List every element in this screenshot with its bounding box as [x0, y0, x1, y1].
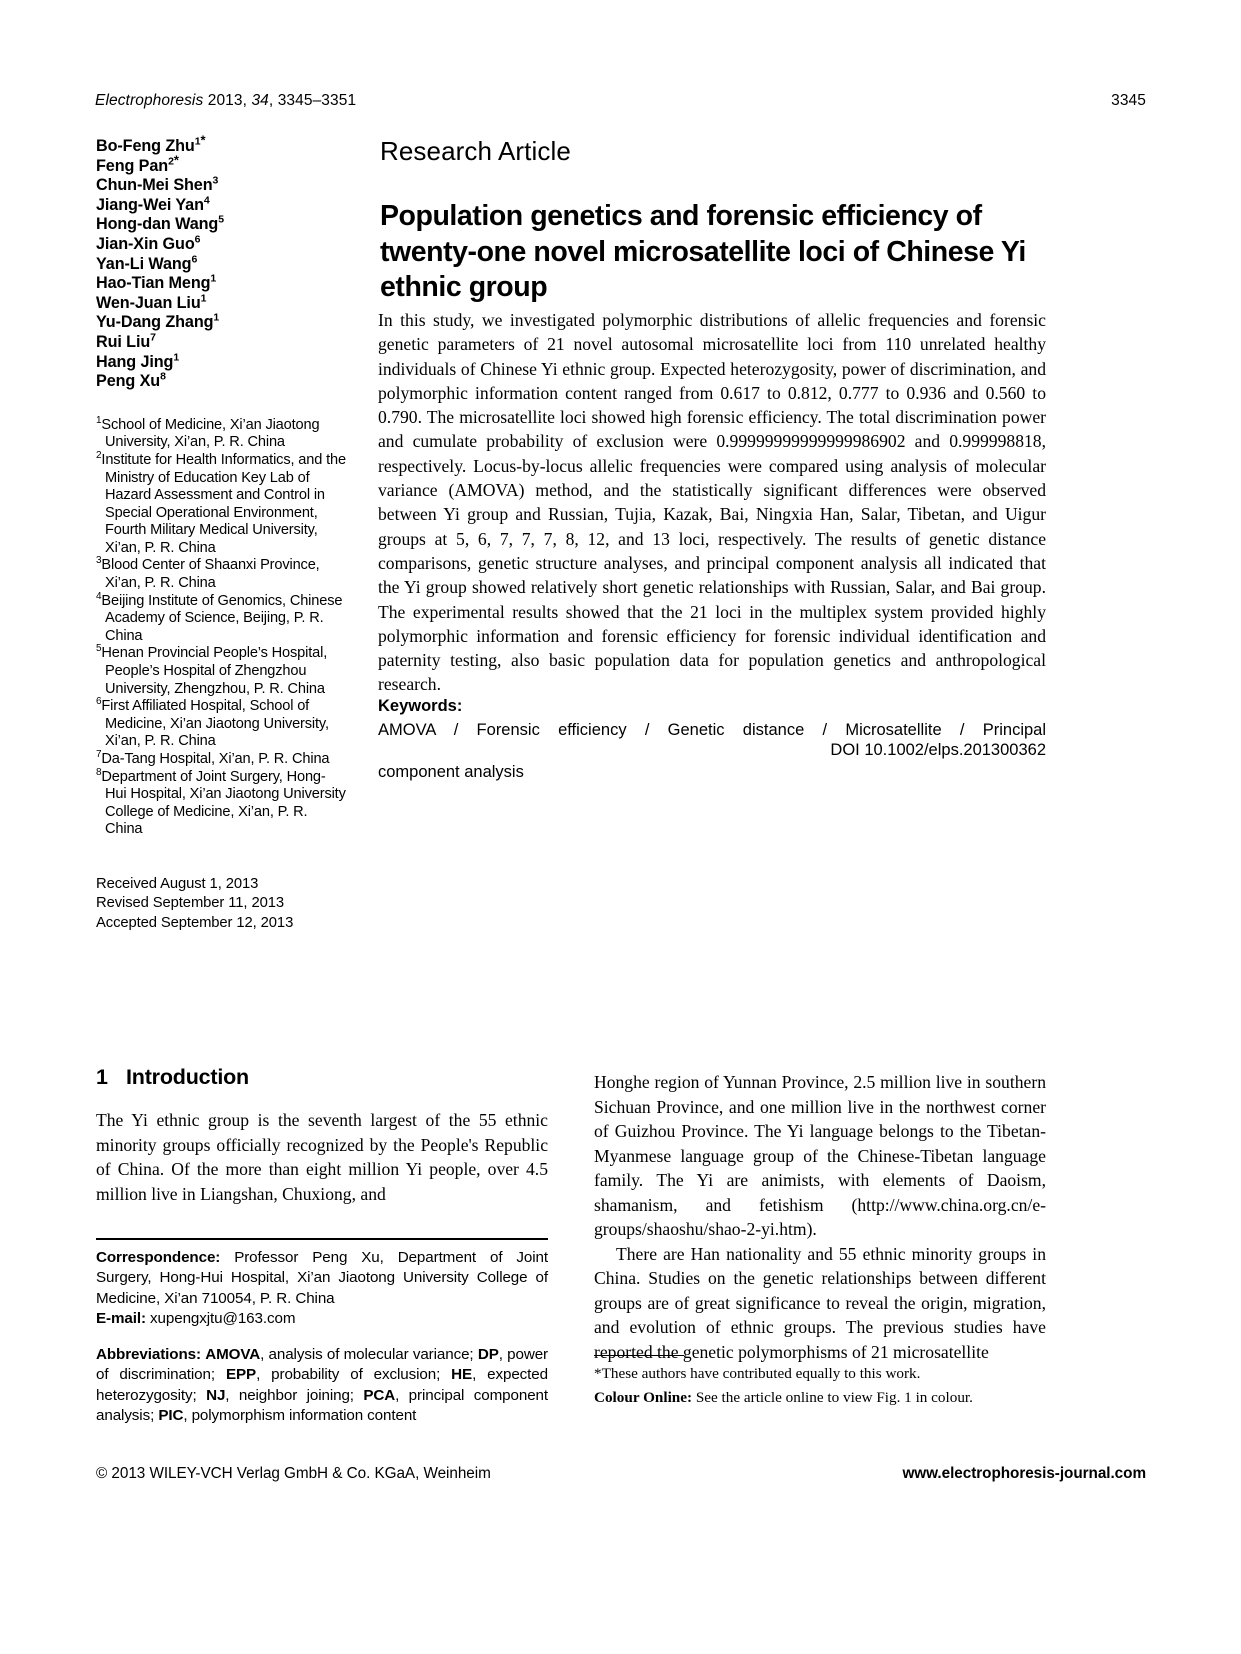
abbreviation-term: PIC — [158, 1407, 184, 1425]
running-head-citation — [95, 92, 356, 110]
colour-online-note — [594, 1386, 1046, 1410]
affiliation-item: $^4$Beijing Institute of Genomics, Chinese Academy of Science, Beijing, P. R. China — [96, 590, 343, 644]
abbreviation-term: EPP — [225, 1366, 257, 1384]
introduction-paragraph-2: There are Han nationality and 55 ethnic minority groups in China. Studies on the genetic relationships between different groups are of great significance to reveal the origin, migration, and evolution of ethnic groups. The previous studies have reported the genetic polymorphisms of 21 microsatellite — [594, 1243, 1046, 1362]
footnote-rule-left — [96, 1238, 548, 1240]
colour-online-label: Colour Online: — [594, 1389, 693, 1406]
abbreviations-text: AMOVA, analysis of molecular variance; DP, power of discrimination; EPP, probability of exclusion; HE, expected heterozygosity; NJ, neighbor joining; PCA, principal component analysis; PIC, polymorphism information content — [96, 1346, 549, 1425]
keywords-line-2: component analysis — [378, 763, 524, 781]
page-footer — [96, 1465, 1146, 1483]
affiliation-number: 8 — [96, 766, 102, 778]
section-number: 1 — [96, 1065, 108, 1089]
affiliation-number: 6 — [96, 696, 102, 708]
section-heading-introduction — [96, 1065, 551, 1090]
date-revised: Revised September 11, 2013 — [96, 895, 284, 912]
author-name: Jiang-Wei Yan$^4$ — [96, 194, 210, 214]
author-name: Chun-Mei Shen$^3$ — [96, 174, 219, 195]
running-head-year: 2013, — [203, 92, 252, 109]
keywords-line-1: AMOVA / Forensic efficiency / Genetic distance / Microsatellite / Principal — [378, 721, 1046, 739]
affiliation-list — [96, 414, 346, 839]
date-accepted: Accepted September 12, 2013 — [96, 914, 294, 931]
abbreviation-term: NJ — [206, 1386, 226, 1404]
affiliation-item: $^7$Da-Tang Hospital, Xi’an, P. R. China — [96, 749, 330, 767]
affiliation-number: 1 — [96, 414, 102, 426]
affiliation-item: $^1$School of Medicine, Xi’an Jiaotong University, Xi’an, P. R. China — [96, 414, 320, 451]
copyright-notice: © 2013 WILEY-VCH Verlag GmbH & Co. KGaA, Weinheim — [96, 1465, 491, 1482]
journal-website[interactable]: www.electrophoresis-journal.com — [902, 1465, 1146, 1482]
colour-online-text: See the article online to view Fig. 1 in colour. — [692, 1389, 973, 1406]
section-title: Introduction — [126, 1065, 249, 1089]
running-head-pages: , 3345–3351 — [268, 92, 357, 109]
page-title: Population genetics and forensic efficiency of twenty-one novel microsatellite loci of Chinese Yi ethnic group — [380, 200, 1026, 304]
author-affiliation-marker: 7 — [150, 331, 156, 344]
author-affiliation-marker: 1 — [194, 135, 201, 148]
author-affiliation-marker: 1 — [200, 292, 207, 305]
left-column — [96, 132, 346, 933]
author-affiliation-marker: 1 — [173, 351, 180, 364]
journal-name: Electrophoresis — [95, 92, 204, 109]
abbreviation-term: AMOVA — [205, 1346, 261, 1363]
abstract-text: In this study, we investigated polymorphic distributions of allelic frequencies and forensic genetic parameters of 21 novel autosomal microsatellite loci from 110 unrelated healthy individuals of Chinese Yi ethnic group. Expected heterozygosity, power of discrimination, and polymorphic information content ranged from 0.617 to 0.812, 0.777 to 0.936 and 0.560 to 0.790. The microsatellite loci showed high forensic efficiency. The total discrimination power and cumulate probability of exclusion were 0.99999999999999986902 and 0.999998818, respectively. Locus-by-locus allelic frequencies were compared using analysis of molecular variance (AMOVA) method, and the statistically significant differences were observed between Yi group and Russian, Tujia, Kazak, Bai, Ningxia Han, Salar, Tibetan, and Uigur groups at 5, 6, 7, 7, 7, 8, 12, and 13 loci, respectively. The results of genetic distance comparisons, genetic structure analyses, and principal component analysis all indicated that the Yi group showed relatively short genetic relationships with Russian, Salar, and Bai group. The experimental results showed that the 21 loci in the multiplex system provided highly polymorphic information and forensic efficiency for forensic individual identification and paternity testing, also basic population data for population genetics and anthropological research. — [378, 310, 1046, 695]
author-name: Hao-Tian Meng$^1$ — [96, 272, 217, 293]
author-affiliation-marker: 6 — [191, 253, 198, 266]
abbreviations-label: Abbreviations: — [96, 1346, 201, 1363]
affiliation-number: 4 — [96, 590, 102, 602]
running-head-volume: 34 — [251, 92, 269, 109]
introduction-right-column — [594, 1070, 1046, 1364]
article-type: Research Article — [380, 136, 571, 166]
author-affiliation-marker: 3 — [212, 174, 219, 187]
author-name: Hang Jing$^1$ — [96, 351, 180, 371]
keywords-label: Keywords: — [378, 697, 463, 715]
doi-text: DOI 10.1002/elps.201300362 — [830, 741, 1046, 759]
affiliation-item: $^6$First Affiliated Hospital, School of Medicine, Xi’an Jiaotong University, Xi’an, P. R. China — [96, 696, 329, 750]
introduction-paragraph-1: Honghe region of Yunnan Province, 2.5 million live in southern Sichuan Province, and one million live in the northwest corner of Guizhou Province. The Yi language belongs to the Tibetan-Myanmese language group of the Chinese-Tibetan language family. The Yi are animists, with elements of Daoism, shamanism, and fetishism (http://www.china.org.cn/e-groups/shaoshu/shao-2-yi.htm). — [594, 1072, 1046, 1239]
author-name: Rui Liu$^7$ — [96, 331, 156, 351]
author-affiliation-marker: 2 — [168, 155, 174, 168]
running-head — [95, 92, 1146, 110]
abbreviations-note — [96, 1345, 548, 1427]
footnote-rule-right — [594, 1355, 684, 1356]
equal-contribution-note: *These authors have contributed equally to this work. — [594, 1365, 921, 1382]
introduction-left-column: The Yi ethnic group is the seventh largest of the 55 ethnic minority groups officially recognized by the People's Republic of China. Of the more than eight million Yi people, over 4.5 million live in Liangshan, Chuxiong, and — [96, 1110, 548, 1204]
affiliation-number: 3 — [96, 555, 102, 567]
affiliation-number: 2 — [96, 450, 102, 462]
affiliation-item: $^8$Department of Joint Surgery, Hong-Hui Hospital, Xi’an Jiaotong University College of Medicine, Xi’an, P. R. China — [96, 766, 346, 838]
author-name: Feng Pan$^{2*}$ — [96, 152, 179, 175]
correspondence-text: Professor Peng Xu, Department of Joint Surgery, Hong-Hui Hospital, Xi’an Jiaotong University College of Medicine, Xi’an 710054, P. R. China — [96, 1249, 548, 1307]
abbreviation-term: HE — [451, 1366, 473, 1384]
author-name: Yu-Dang Zhang$^1$ — [96, 311, 220, 332]
author-name: Peng Xu$^8$ — [96, 370, 166, 391]
author-list — [96, 132, 346, 392]
author-affiliation-marker: 8 — [160, 370, 166, 383]
right-footnotes — [594, 1362, 1046, 1410]
author-affiliation-marker: 5 — [218, 213, 224, 226]
author-affiliation-marker: 4 — [203, 194, 210, 207]
author-name: Hong-dan Wang$^5$ — [96, 213, 224, 234]
author-name: Yan-Li Wang$^6$ — [96, 253, 198, 273]
affiliation-number: 5 — [96, 643, 102, 655]
abbreviation-term: DP — [477, 1346, 499, 1363]
equal-contribution-marker: * — [200, 132, 206, 148]
affiliation-item: $^2$Institute for Health Informatics, and the Ministry of Education Key Lab of Hazard Assessment and Control in Special Operational Environment, Fourth Military Medical University, Xi’an, P. R. China — [96, 450, 346, 556]
affiliation-item: $^3$Blood Center of Shaanxi Province, Xi’an, P. R. China — [96, 555, 320, 592]
author-affiliation-marker: 1 — [210, 272, 217, 285]
email-label: E-mail: — [96, 1310, 146, 1328]
correspondence-note — [96, 1248, 548, 1330]
author-affiliation-marker: 6 — [194, 233, 201, 246]
author-name: Jian-Xin Guo$^6$ — [96, 233, 201, 253]
affiliation-number: 7 — [96, 749, 102, 761]
date-received: Received August 1, 2013 — [96, 875, 259, 892]
author-name: Wen-Juan Liu$^1$ — [96, 292, 207, 312]
author-affiliation-marker: 1 — [213, 311, 220, 324]
page-number: 3345 — [1111, 92, 1146, 109]
equal-contribution-marker: * — [173, 152, 179, 168]
article-history — [96, 875, 346, 933]
email-address[interactable]: xupengxjtu@163.com — [145, 1310, 296, 1328]
correspondence-label: Correspondence: — [96, 1249, 221, 1266]
affiliation-item: $^5$Henan Provincial People’s Hospital, People’s Hospital of Zhengzhou University, Zhengzhou, P. R. China — [96, 643, 328, 697]
author-name: Bo-Feng Zhu$^{1*}$ — [96, 132, 206, 155]
abbreviation-term: PCA — [363, 1386, 396, 1404]
